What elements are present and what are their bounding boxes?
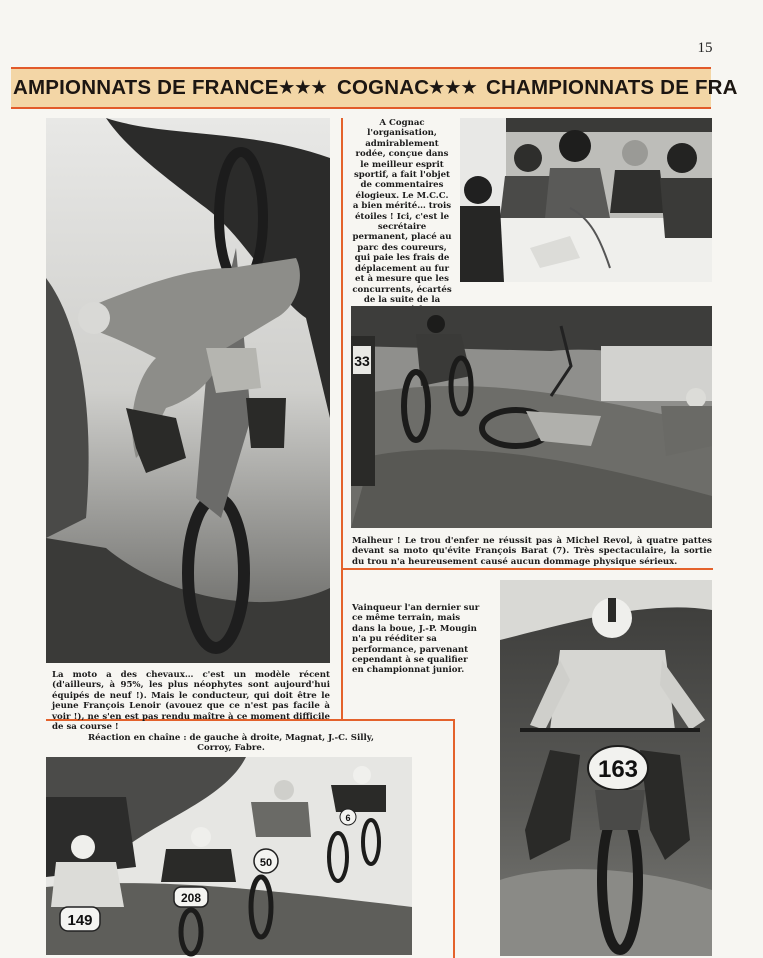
star-icon-group: ★★★ <box>429 78 478 97</box>
race-number: 33 <box>354 353 370 369</box>
crash-photo <box>351 306 712 528</box>
race-number: 208 <box>180 891 202 905</box>
banner-text-right: CHAMPIONNATS DE FRA <box>486 76 738 99</box>
column-divider <box>341 118 343 720</box>
plate-number: 163 <box>597 756 639 783</box>
crash-caption: Malheur ! Le trou d'enfer ne réussit pas à Michel Revol, à quatre pattes devant sa moto qu'évite François Barat (7). Très spectaculaire, la sortie du trou n'a heureusement causé aucun dommage physique sérieux. <box>352 536 712 567</box>
row-divider <box>343 568 713 570</box>
race-number: 50 <box>259 857 273 869</box>
wheelie-caption: La moto a des chevaux… c'est un modèle récent (d'ailleurs, à 95%, les plus néophytes sont aujourd'hui équipés de neuf !). Mais le conducteur, qui doit être le jeune François Lenoir (avouez que ce n'est pas facile à voir !), ne s'en est pas rendu maître à ce moment difficile de sa course ! <box>52 670 330 733</box>
winner-caption: Vainqueur l'an dernier sur ce même terrain, mais dans la boue, J.-P. Mougin n'a pu rééditer sa performance, parvenant cependant à se qualifier en championnat junior. <box>352 603 480 676</box>
wheelie-photo <box>46 118 330 663</box>
race-number: 6 <box>345 813 351 823</box>
race-number: 149 <box>67 912 93 929</box>
column-divider <box>453 719 455 958</box>
secretary-photo <box>460 118 712 282</box>
winner-photo <box>500 580 712 956</box>
banner-text-center: COGNAC <box>337 76 430 99</box>
chain-reaction-photo <box>46 757 412 955</box>
section-banner <box>11 67 738 109</box>
banner-text-left: AMPIONNATS DE FRANCE <box>13 76 279 99</box>
star-icon-group: ★★★ <box>279 78 328 97</box>
chain-caption: Réaction en chaîne : de gauche à droite, Magnat, J.-C. Silly, Corroy, Fabre. <box>88 733 374 754</box>
page-number: 15 <box>697 40 713 56</box>
intro-article: A Cognac l'organisation, admirablement rodée, conçue dans le meilleur esprit sportif, a fait l'objet de commentaires élogieux. Le M.C.C. a bien mérité… trois étoiles ! Ici, c'est le secrétaire permanent, placé au parc des coureurs, qui paie les frais de déplacement au fur et à mesure que les concurrents, écartés de la suite de la <box>352 118 452 305</box>
